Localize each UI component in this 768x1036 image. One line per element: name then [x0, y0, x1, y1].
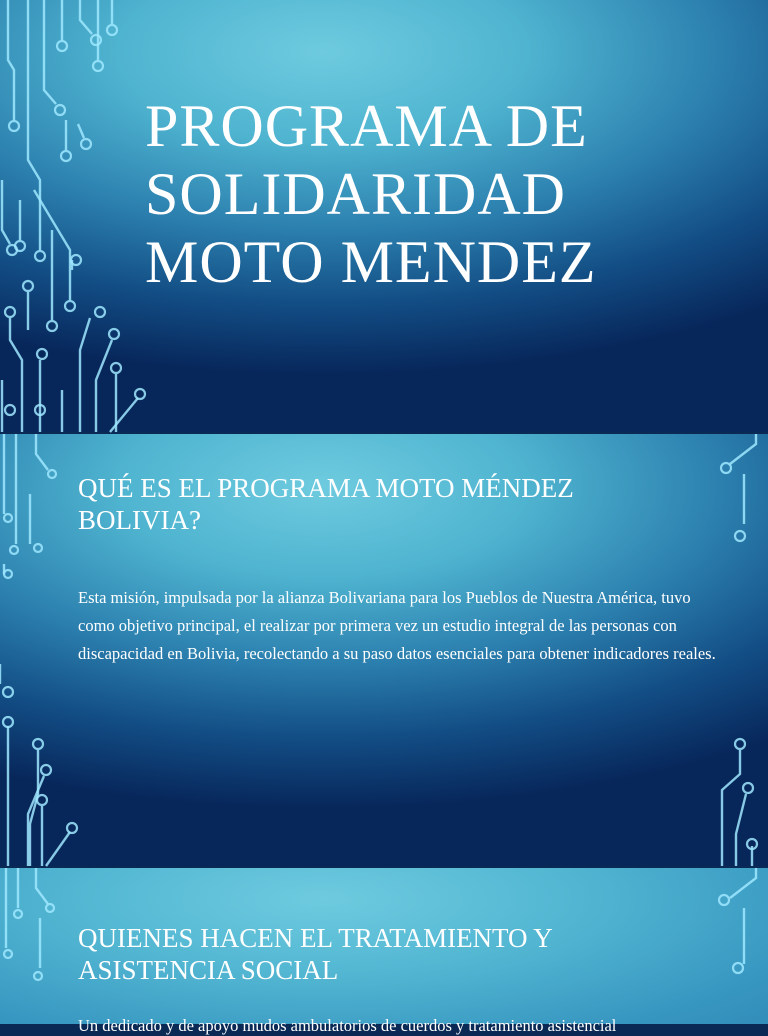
title-line: MOTO MENDEZ: [145, 229, 597, 295]
circuit-decoration-icon: [0, 868, 70, 1024]
slide-heading: QUIENES HACEN EL TRATAMIENTO Y ASISTENCIA SOCIAL: [78, 923, 552, 985]
title-slide: [0, 0, 768, 432]
slide-heading: QUÉ ES EL PROGRAMA MOTO MÉNDEZ BOLIVIA?: [78, 473, 574, 535]
title-line: PROGRAMA DE: [145, 93, 588, 159]
circuit-decoration-icon: [708, 868, 768, 1024]
circuit-decoration-icon: [0, 0, 160, 432]
content-slide-quienes: [0, 868, 768, 1035]
slide-body-partial: Un dedicado y de apoyo mudos ambulatorios de cuerdos y tratamiento asistencial: [78, 1016, 617, 1035]
slide-title: [145, 92, 665, 296]
slide-body: Esta misión, impulsada por la alianza Bolivariana para los Pueblos de Nuestra América, tuvo como objetivo principal, el realizar por primera vez un estudio integral de las personas con discapacidad en Bolivia, recolectando a su paso datos esenciales para obtener indicadores reales.: [78, 588, 716, 663]
title-line: SOLIDARIDAD: [145, 161, 566, 227]
circuit-decoration-icon: [0, 434, 80, 866]
content-slide-que-es: [0, 434, 768, 866]
